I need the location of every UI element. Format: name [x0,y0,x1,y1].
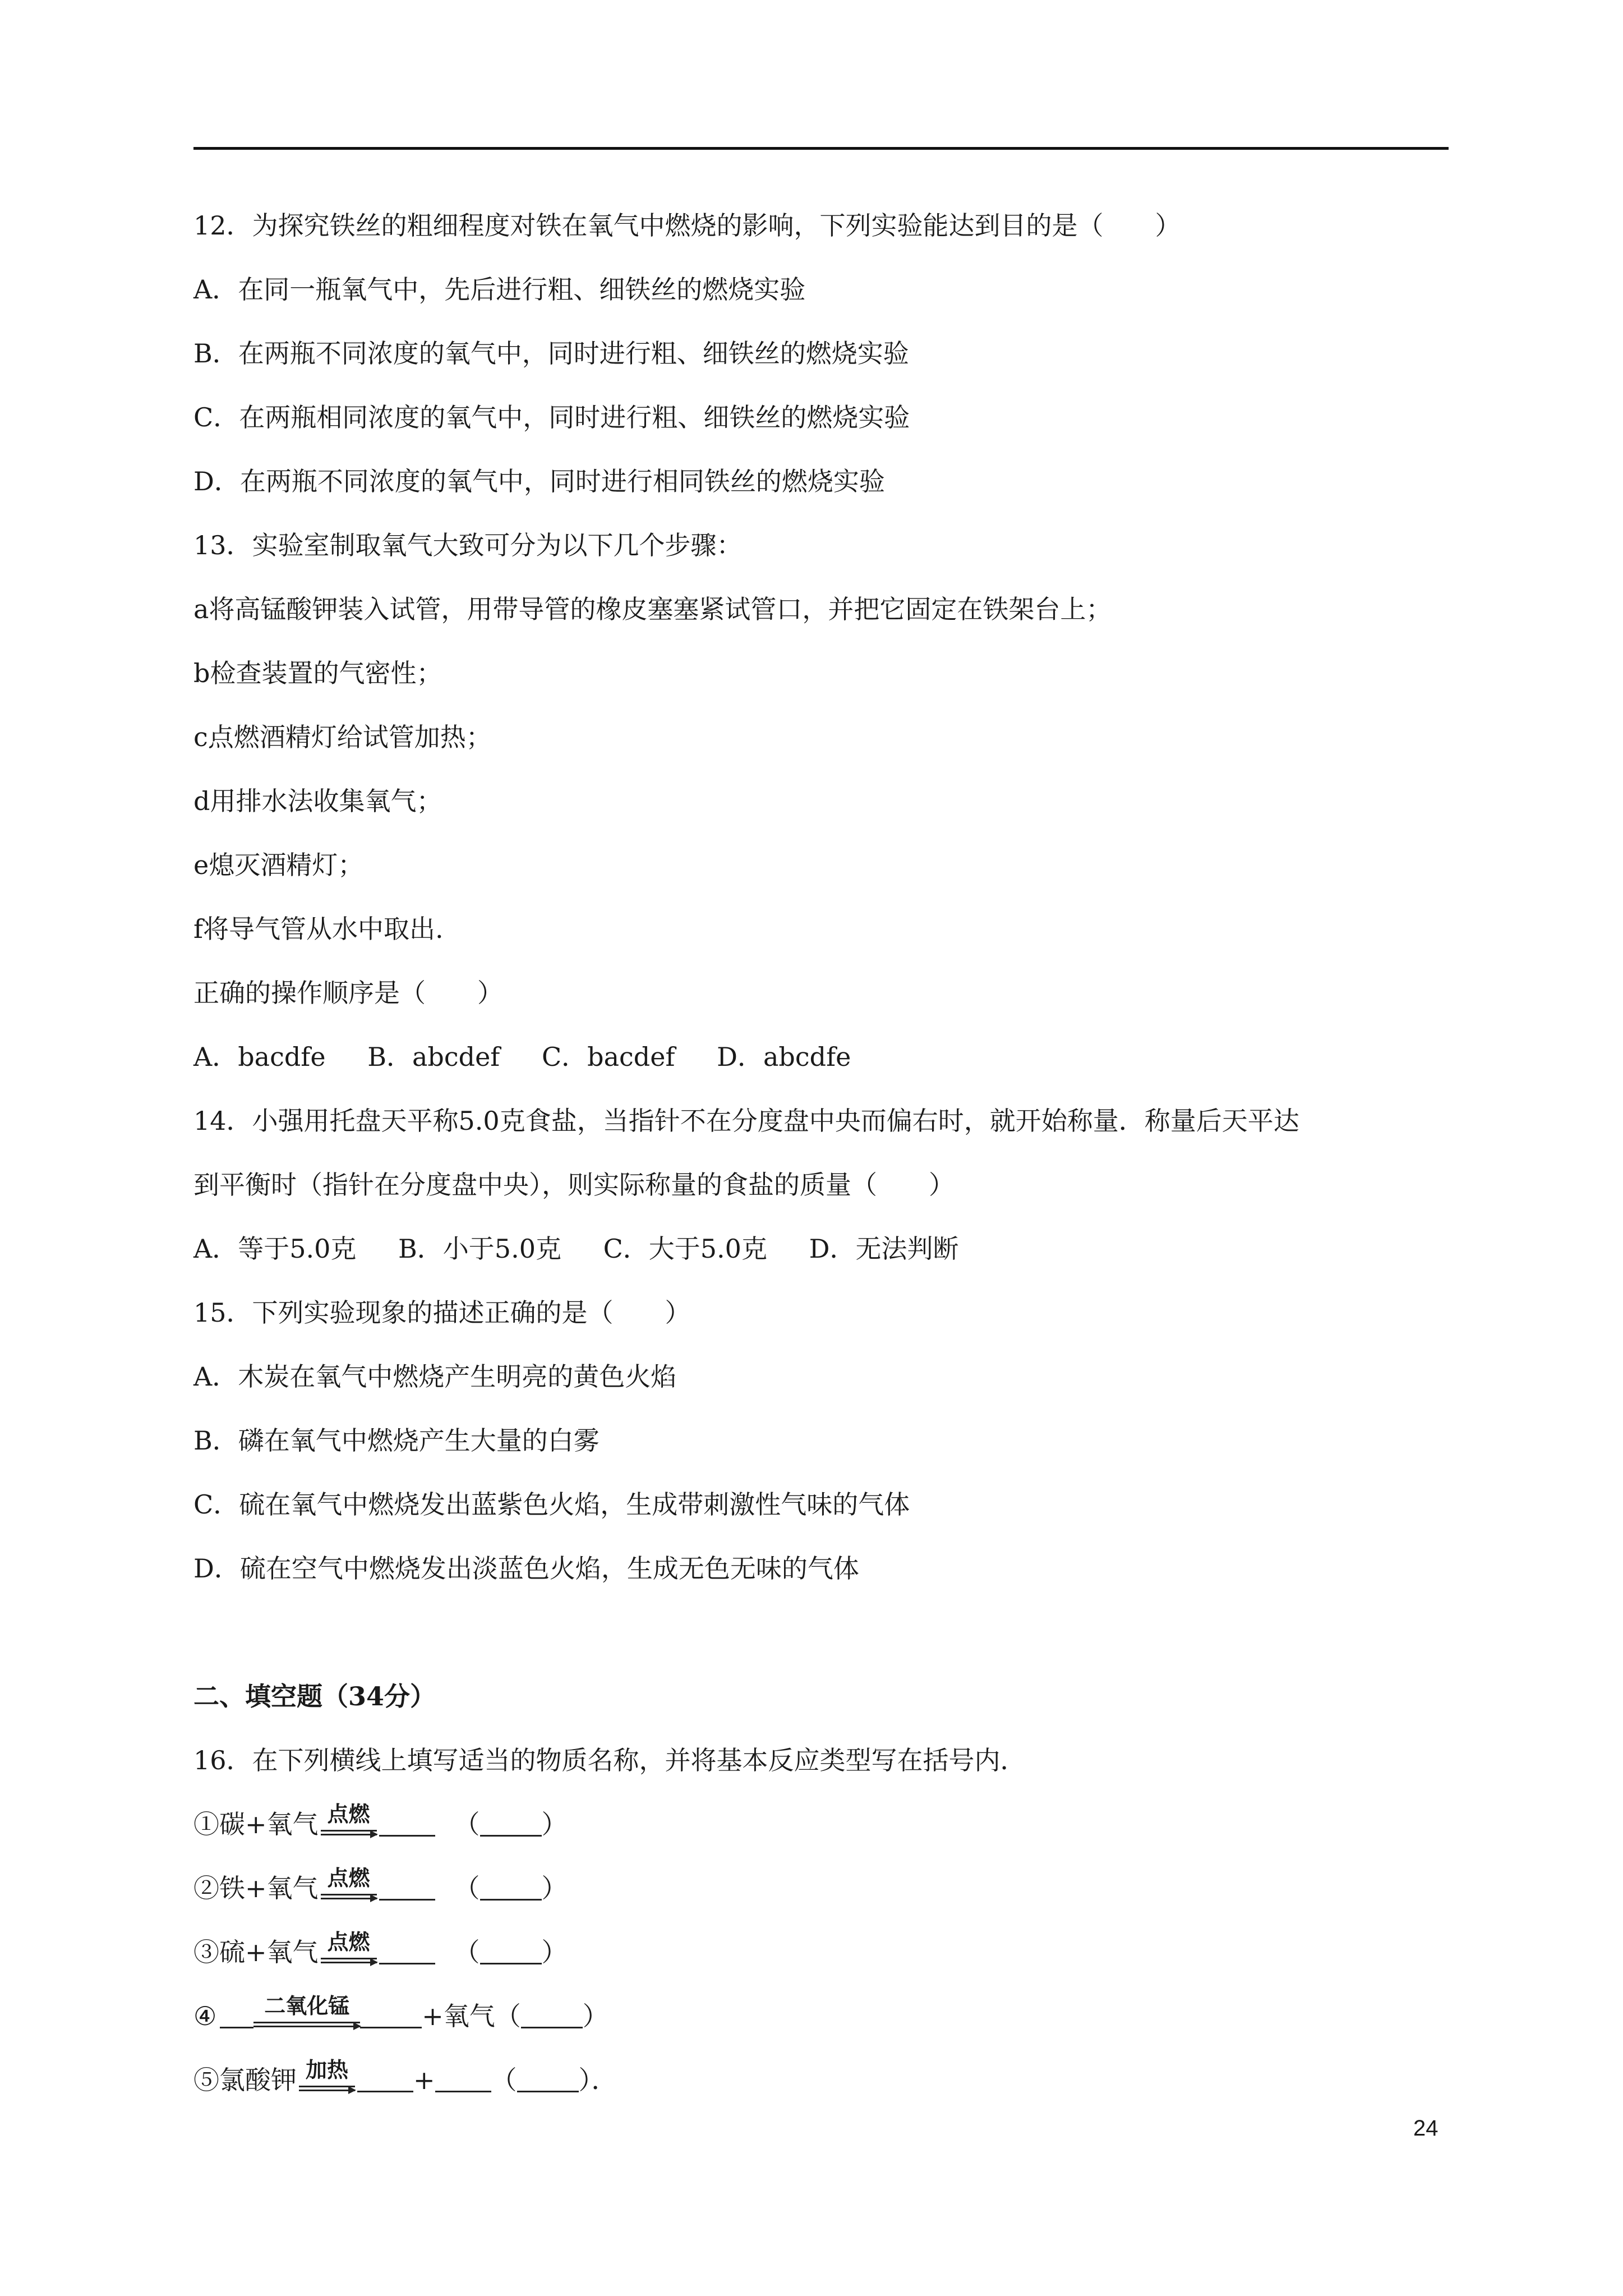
q12-option-b: B．在两瓶不同浓度的氧气中，同时进行粗、细铁丝的燃烧实验 [193,338,909,369]
q12-option-d: D．在两瓶不同浓度的氧气中，同时进行相同铁丝的燃烧实验 [193,466,885,496]
answer-blank[interactable] [379,1810,435,1837]
reaction-5-prefix: ⑤氯酸钾 [193,2065,297,2095]
q12-option-c: C．在两瓶相同浓度的氧气中，同时进行粗、细铁丝的燃烧实验 [193,402,910,432]
reaction-condition: 点燃 [327,1866,370,1890]
q15-option-d: D．硫在空气中燃烧发出淡蓝色火焰，生成无色无味的气体 [193,1553,859,1584]
q13-option-a: A．bacdfe [193,1042,326,1072]
reaction-arrow [321,1866,377,1899]
q13-step-b: b检查装置的气密性； [193,658,442,688]
answer-blank[interactable] [357,2066,413,2092]
q13-step-d: d用排水法收集氧气； [193,786,442,816]
answer-blank[interactable] [220,2002,253,2028]
reaction-condition: 加热 [305,2058,348,2082]
q14-option-d: D．无法判断 [809,1234,959,1264]
q13-step-e: e熄灭酒精灯； [193,850,364,880]
q16-stem: 16．在下列横线上填写适当的物质名称，并将基本反应类型写在括号内． [193,1745,1026,1775]
reaction-type-blank[interactable] [480,1874,542,1901]
q15-stem: 15．下列实验现象的描述正确的是（ ） [193,1297,691,1328]
reaction-condition: 点燃 [327,1802,370,1826]
q14-stem-line2: 到平衡时（指针在分度盘中央），则实际称量的食盐的质量（ ） [193,1170,955,1200]
reaction-4-suffix: +氧气 [422,2001,495,2031]
q13-option-d: D．abcdfe [717,1042,851,1072]
q13-stem: 13．实验室制取氧气大致可分为以下几个步骤： [193,530,743,560]
answer-blank[interactable] [360,2002,422,2028]
reaction-4-prefix: ④ [193,2001,217,2031]
answer-blank[interactable] [435,2066,491,2092]
q12-option-a: A．在同一瓶氧气中，先后进行粗、细铁丝的燃烧实验 [193,274,806,305]
q15-option-a: A．木炭在氧气中燃烧产生明亮的黄色火焰 [193,1361,677,1392]
q14-options [193,1232,958,1266]
reaction-arrow [321,1802,377,1835]
q14-option-c: C．大于5.0克 [603,1234,767,1264]
reaction-1: ①碳+氧气 点燃 （ ） [193,1802,568,1839]
q13-step-f: f将导气管从水中取出. [193,914,444,944]
reaction-3: ③硫+氧气 点燃 （ ） [193,1930,568,1967]
q13-options [193,1040,851,1074]
q14-stem-line1: 14．小强用托盘天平称5.0克食盐，当指针不在分度盘中央而偏右时，就开始称量．称量后天平达 [193,1106,1299,1136]
q14-option-a: A．等于5.0克 [193,1234,357,1264]
reaction-4: ④ 二氧化锰 +氧气（ ） [193,1994,608,2031]
q12-stem: 12．为探究铁丝的粗细程度对铁在氧气中燃烧的影响，下列实验能达到目的是（ ） [193,210,1181,241]
reaction-1-prefix: ①碳+氧气 [193,1809,319,1839]
q13-option-b: B．abcdef [367,1042,500,1072]
answer-blank[interactable] [379,1938,435,1964]
header-rule [193,147,1449,150]
reaction-type-blank[interactable] [480,1810,542,1837]
reaction-condition: 二氧化锰 [264,1994,350,2018]
reaction-arrow [253,1994,360,2027]
reaction-arrow [321,1930,377,1963]
plus-sign: + [413,2065,435,2095]
q13-step-c: c点燃酒精灯给试管加热； [193,722,492,752]
reaction-2: ②铁+氧气 点燃 （ ） [193,1866,568,1903]
reaction-3-prefix: ③硫+氧气 [193,1937,319,1967]
reaction-5: ⑤氯酸钾 加热 + （ ）． [193,2058,617,2095]
reaction-type-blank[interactable] [521,2002,583,2028]
q15-option-b: B．磷在氧气中燃烧产生大量的白雾 [193,1425,600,1456]
page-number: 24 [1413,2116,1438,2141]
answer-blank[interactable] [379,1874,435,1901]
q13-step-a: a将高锰酸钾装入试管，用带导管的橡皮塞塞紧试管口，并把它固定在铁架台上； [193,594,1112,624]
reaction-2-prefix: ②铁+氧气 [193,1873,319,1903]
q14-option-b: B．小于5.0克 [398,1234,561,1264]
q13-prompt: 正确的操作顺序是（ ） [193,978,503,1008]
q15-option-c: C．硫在氧气中燃烧发出蓝紫色火焰，生成带刺激性气味的气体 [193,1489,910,1520]
section-heading: 二、填空题（34分） [193,1681,436,1711]
q13-option-c: C．bacdef [541,1042,675,1072]
reaction-type-blank[interactable] [517,2066,579,2092]
reaction-type-blank[interactable] [480,1938,542,1964]
end-period: ． [591,2065,617,2095]
reaction-condition: 点燃 [327,1930,370,1954]
reaction-arrow [299,2058,355,2091]
